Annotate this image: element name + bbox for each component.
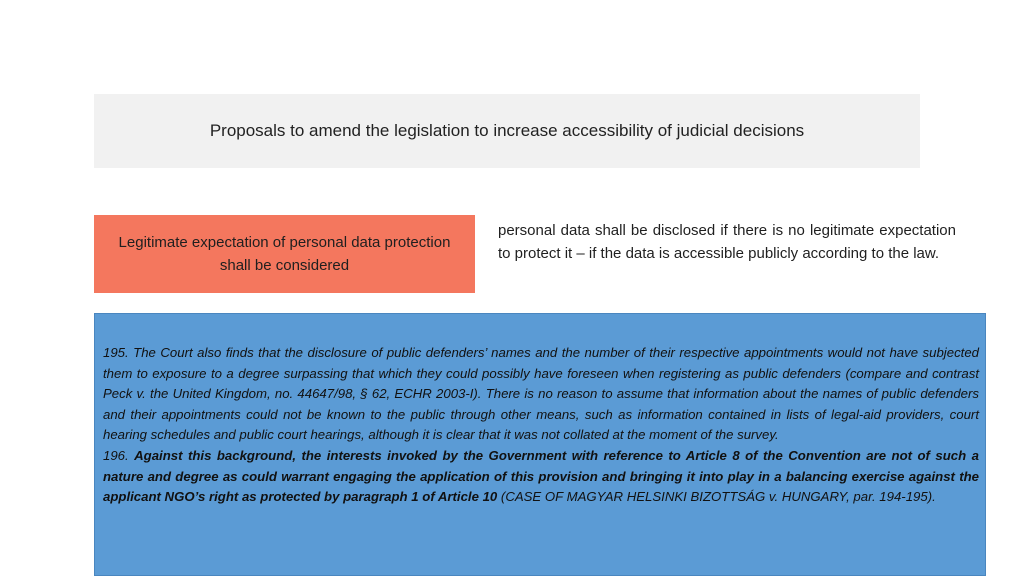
slide-title: Proposals to amend the legislation to increase accessibility of judicial decisions [209, 121, 805, 140]
disclosure-condition-text: personal data shall be disclosed if there is no legitimate expectation to protect it – if the data is accessible publicly according to the law. [498, 222, 956, 262]
slide-title-box [94, 94, 920, 168]
quote-paragraph-196 [103, 446, 979, 508]
legitimate-expectation-label: Legitimate expectation of personal data protection shall be considered [118, 234, 451, 274]
court-quote-text [103, 343, 979, 508]
quote-paragraph-196-number: 196. [103, 447, 135, 463]
legitimate-expectation-box [94, 215, 475, 293]
court-quote-box [94, 313, 986, 576]
quote-citation: (CASE OF MAGYAR HELSINKI BIZOTTSÁG v. HUNGARY, par. 194-195). [497, 489, 936, 505]
quote-paragraph-195: 195. The Court also finds that the disclosure of public defenders’ names and the number of their respective appointments would not have subjected them to exposure to a degree surpassing that which they could possibly have foreseen when registering as public defenders (compare and contrast Peck v. the United Kingdom, no. 44647/98, § 62, ECHR 2003-I). There is no reason to assume that information about the names of public defenders and their appointments could not be known to the public through other means, such as information contained in lists of legal-aid providers, court hearing schedules and public court hearings, although it is clear that it was not collated at the moment of the survey. [103, 345, 979, 443]
quote-paragraph-196-bold: Against this background, the interests invoked by the Government with reference to Article 8 of the Convention are not of such a nature and degree as could warrant engaging the application of this provision and bringing it into play in a balancing exercise against the applicant NGO’s right as protected by paragraph 1 of Article 10 [103, 447, 979, 505]
